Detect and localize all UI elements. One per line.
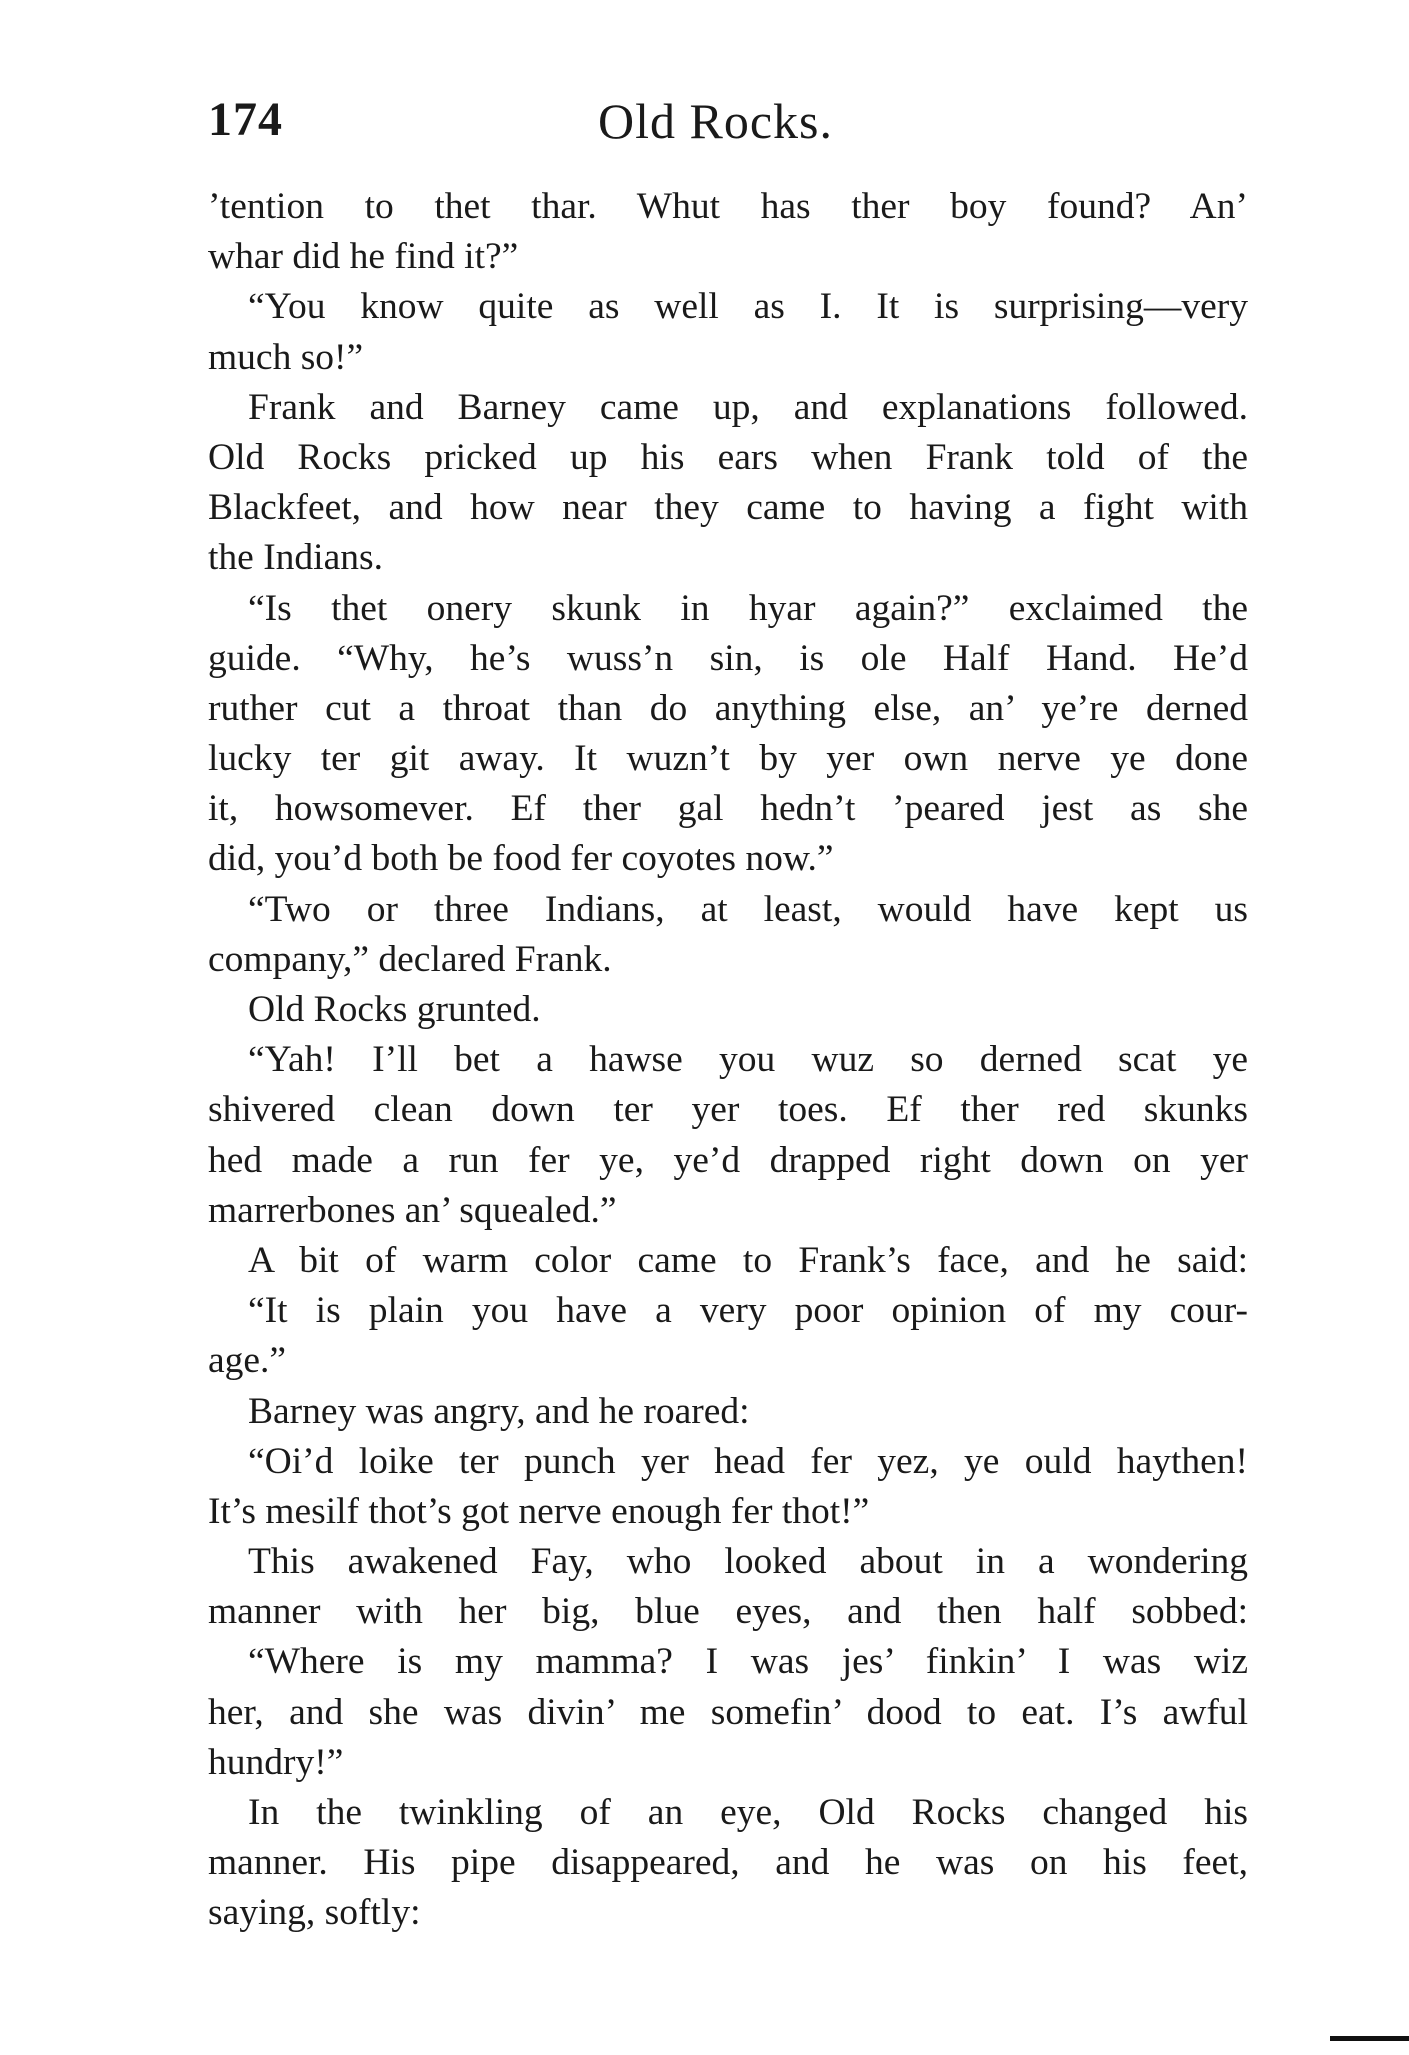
text-line: did, you’d both be food fer coyotes now.”: [208, 838, 834, 880]
edge-mark: [1330, 2036, 1409, 2041]
text-line: “Yah! I’ll bet a hawse you wuz so derned scat ye: [248, 1039, 1248, 1081]
page-header: [208, 92, 1248, 162]
text-line: it, howsomever. Ef ther gal hedn’t ’peared jest as she: [208, 788, 1248, 830]
text-line: saying, softly:: [208, 1892, 421, 1934]
page-number: 174: [208, 93, 283, 146]
text-line: manner with her big, blue eyes, and then half sobbed:: [208, 1591, 1248, 1633]
text-line: manner. His pipe disappeared, and he was on his feet,: [208, 1842, 1248, 1884]
text-line: This awakened Fay, who looked about in a wondering: [248, 1541, 1248, 1583]
text-line: “Is thet onery skunk in hyar again?” exclaimed the: [248, 587, 1248, 629]
text-line: age.”: [208, 1340, 287, 1382]
text-line: ruther cut a throat than do anything else, an’ ye’re derned: [208, 687, 1248, 729]
text-line: Frank and Barney came up, and explanations followed.: [248, 386, 1248, 428]
running-head: Old Rocks.: [598, 93, 833, 149]
text-line: whar did he find it?”: [208, 236, 519, 278]
text-line: hundry!”: [208, 1741, 344, 1783]
text-line: In the twinkling of an eye, Old Rocks changed his: [248, 1792, 1248, 1833]
text-line: her, and she was divin’ me somefin’ dood to eat. I’s awful: [208, 1691, 1248, 1733]
text-line: company,” declared Frank.: [208, 938, 612, 980]
text-line: “Two or three Indians, at least, would have kept us: [248, 888, 1248, 930]
text-line: Barney was angry, and he roared:: [248, 1390, 750, 1432]
text-line: Old Rocks grunted.: [248, 989, 541, 1030]
text-line: It’s mesilf thot’s got nerve enough fer thot!”: [208, 1490, 870, 1532]
text-line: “Where is my mamma? I was jes’ finkin’ I was wiz: [248, 1641, 1248, 1683]
text-line: shivered clean down ter yer toes. Ef ther red skunks: [208, 1089, 1248, 1131]
text-line: hed made a run fer ye, ye’d drapped right down on yer: [208, 1139, 1248, 1181]
text-line: much so!”: [208, 336, 364, 378]
text-line: lucky ter git away. It wuzn’t by yer own nerve ye done: [208, 738, 1248, 780]
text-line: “It is plain you have a very poor opinion of my cour-: [248, 1290, 1248, 1332]
text-line: ’tention to thet thar. Whut has ther boy found? An’: [208, 186, 1248, 227]
text-line: Old Rocks pricked up his ears when Frank told of the: [208, 436, 1248, 478]
text-line: the Indians.: [208, 537, 383, 579]
text-line: A bit of warm color came to Frank’s face, and he said:: [248, 1239, 1248, 1281]
text-line: “You know quite as well as I. It is surprising—very: [248, 286, 1248, 328]
body-text: [208, 182, 1248, 1939]
text-line: guide. “Why, he’s wuss’n sin, is ole Half Hand. He’d: [208, 637, 1248, 679]
text-line: Blackfeet, and how near they came to having a fight with: [208, 487, 1248, 529]
text-line: “Oi’d loike ter punch yer head fer yez, ye ould haythen!: [248, 1440, 1248, 1482]
text-line: marrerbones an’ squealed.”: [208, 1189, 617, 1231]
